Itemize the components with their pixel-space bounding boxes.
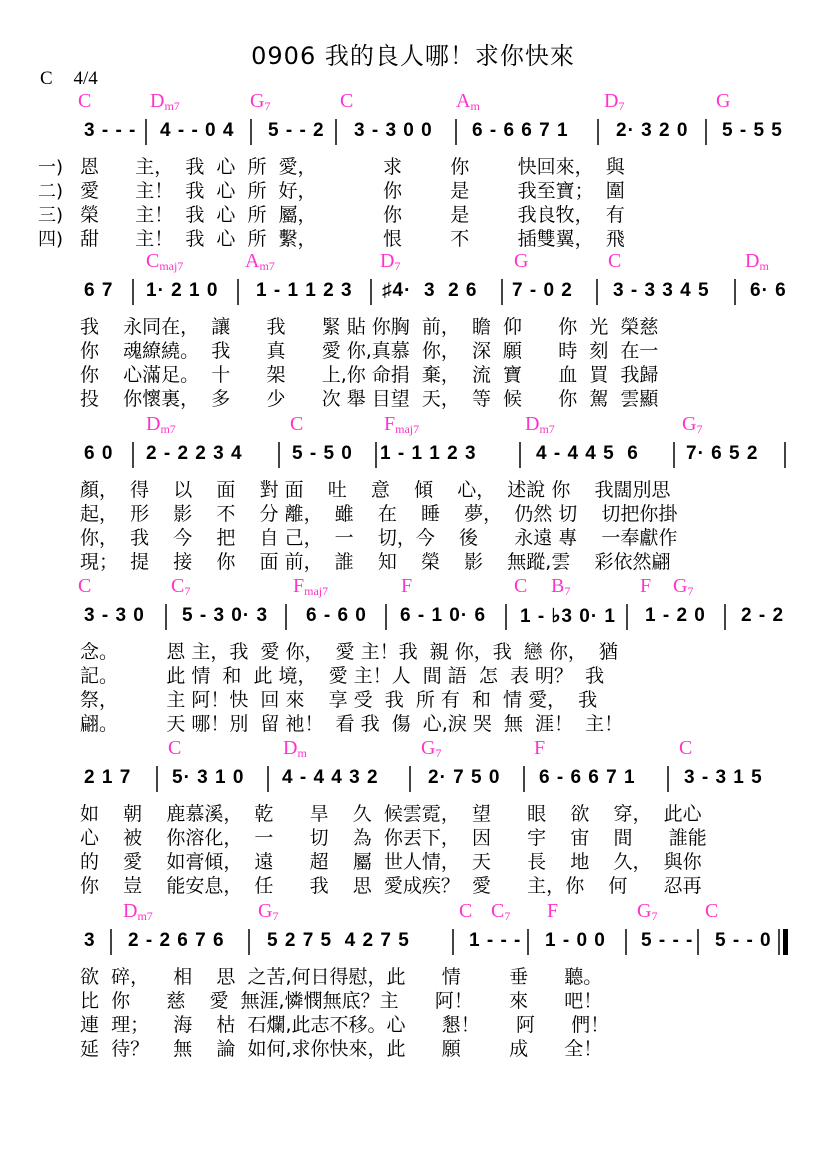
measure-notes: 3 - 3 0 0 [354,120,433,141]
measure-notes: 2 - 2 6 7 6 [128,930,225,951]
final-barline-thin [778,929,780,955]
barline [705,119,707,145]
chord-symbol: $D_{m7}$ [525,413,555,436]
chord-symbol: C [705,900,719,922]
chord-symbol: $D_m$ [745,250,769,273]
barline [501,279,503,305]
lyric-line: 你 心滿足。 十 架 上,你 命捐 棄， 流 寶 血 買 我歸 [80,364,659,386]
measure-notes: 5 - - - [641,930,694,951]
measure-notes: 5 - - 2 [268,120,325,141]
measure-notes: 7· 6 5 2 [686,443,759,464]
measure-notes: 2· 7 5 0 [428,767,501,788]
measure-notes: 6 - 6 0 [306,605,367,626]
barline [626,604,628,630]
measure-notes: 1 - 2 0 [645,605,706,626]
final-barline-thick [783,929,788,955]
barline [237,279,239,305]
lyric-line: 連 理； 海 枯 石爛,此志不移。心 懇！ 阿 們！ [80,1014,610,1036]
barline [519,442,521,468]
measure-notes: 6 - 6 6 7 1 [539,767,636,788]
measure-notes: 1 - ♭3 0· 1 [520,606,616,627]
chord-symbol: G [716,90,731,112]
barline [278,442,280,468]
lyric-line: 如 朝 鹿慕溪， 乾 旱 久 候雲霓， 望 眼 欲 穿， 此心 [80,803,702,825]
measure-notes: 2 - 2 [741,605,785,626]
measure-notes: 3 - - - [84,120,137,141]
barline [145,119,147,145]
measure-notes: 6 - 1 0· 6 [400,605,487,626]
lyric-line: 愛 主！ 我 心 所 好， 你 是 我至寶； 圍 [80,180,625,202]
lyric-line: 欲 碎， 相 思 之苦,何日得慰，此 情 垂 聽。 [80,966,603,988]
verse-number: 二) [38,181,64,202]
verse-number: 一) [38,157,64,178]
barline [250,119,252,145]
barline [165,604,167,630]
barline [110,929,112,955]
measure-notes: 3 - 3 0 [84,605,145,626]
barline [156,766,158,792]
chord-symbol: $G_7$ [421,737,442,760]
measure-notes: 4 - 4 4 5 6 [536,443,639,464]
lyric-line: 你 魂繚繞。 我 真 愛 你,真慕 你， 深 願 時 刻 在一 [80,340,659,362]
measure-notes: 6 - 6 6 7 1 [472,120,569,141]
chord-symbol: $F_{maj7}$ [293,575,329,598]
chord-symbol: C [608,250,622,272]
chord-symbol: $G_7$ [258,900,279,923]
lyric-line: 顏， 得 以 面 對 面 吐 意 傾 心， 述說 你 我闊別思 [80,479,671,501]
barline [375,442,377,468]
measure-notes: 3 - 3 3 4 5 [613,280,710,301]
chord-symbol: C [78,575,92,597]
barline [697,929,699,955]
lyric-line: 祭， 主 阿！快 回 來 享 受 我 所 有 和 情 愛， 我 [80,689,598,711]
lyric-line: 心 被 你溶化， 一 切 為 你丟下， 因 宇 宙 間 誰能 [80,827,707,849]
lyric-line: 投 你懷裏， 多 少 次 舉 目望 天， 等 候 你 駕 雲顯 [80,388,659,410]
score-system [0,250,826,414]
barline [452,929,454,955]
lyric-line: 甜 主！ 我 心 所 繫， 恨 不 插雙翼， 飛 [80,228,625,250]
barline [724,604,726,630]
measure-notes: 5 2 7 5 4 2 7 5 [267,930,410,951]
lyric-line: 榮 主！ 我 心 所 屬， 你 是 我良牧， 有 [80,204,625,226]
lyric-line: 起， 形 影 不 分 離， 雖 在 睡 夢， 仍然 切 切把你掛 [80,503,678,525]
lyric-line: 延 待？ 無 論 如何,求你快來，此 願 成 全！ [80,1038,603,1060]
barline [625,929,627,955]
barline [132,279,134,305]
measure-notes: 4 - 4 4 3 2 [282,767,379,788]
measure-notes: 6 7 [84,280,114,301]
chord-symbol: C [514,575,528,597]
score-system [0,413,826,577]
chord-symbol: $G_7$ [637,900,658,923]
barline [784,442,786,468]
barline [597,119,599,145]
barline [673,442,675,468]
verse-number: 四) [38,229,64,250]
score-system [0,90,826,254]
measure-notes: 5· 3 1 0 [172,767,245,788]
measure-notes: 5 - 3 0· 3 [182,605,269,626]
measure-notes: 1 - 0 0 [545,930,606,951]
lyric-line: 恩 主， 我 心 所 愛， 求 你 快回來， 與 [80,156,625,178]
chord-symbol: $F_{maj7}$ [384,413,420,436]
barline [385,604,387,630]
measure-notes: 5 - 5 0 [292,443,353,464]
lyric-line: 念。 恩 主，我 愛 你， 愛 主！我 親 你，我 戀 你， 猶 [80,641,618,663]
measure-notes: 1 - - - [469,930,522,951]
lyric-line: 你 豈 能安息， 任 我 思 愛成疾？ 愛 主，你 何 忍再 [80,875,702,897]
lyric-line: 翩。 天 哪！別 留 祂！ 看 我 傷 心,淚 哭 無 涯！ 主！ [80,713,624,735]
chord-symbol: $B_7$ [551,575,571,598]
measure-notes: 1 - 1 1 2 3 [380,443,477,464]
chord-symbol: C [78,90,92,112]
measure-notes: 1 - 1 1 2 3 [256,280,353,301]
measure-notes: ♯4· 3 2 6 [382,280,478,301]
measure-notes: 4 - - 0 4 [160,120,235,141]
measure-notes: 1· 2 1 0 [146,280,219,301]
measure-notes: 2 1 7 [84,767,132,788]
measure-notes: 2 - 2 2 3 4 [146,443,243,464]
lyric-line: 你， 我 今 把 自 己， 一 切，今 後 永遠 專 一奉獻作 [80,527,678,549]
chord-symbol: $D_{m7}$ [123,900,153,923]
measure-notes: 6 0 [84,443,114,464]
chord-symbol: $G_7$ [673,575,694,598]
score-system [0,900,826,1064]
measure-notes: 5 - 5 5 [722,120,783,141]
lyric-line: 的 愛 如膏傾， 遠 超 屬 世人情， 天 長 地 久， 與你 [80,851,702,873]
score-system [0,737,826,901]
barline [505,604,507,630]
barline [734,279,736,305]
chord-symbol: $C_{maj7}$ [146,250,184,273]
chord-symbol: F [547,900,559,922]
chord-symbol: $C_7$ [171,575,191,598]
time-signature: 4/4 [73,68,98,89]
measure-notes: 6· 6 [750,280,787,301]
chord-symbol: C [290,413,304,435]
chord-symbol: F [640,575,652,597]
chord-symbol: $D_m$ [283,737,307,760]
chord-symbol: $C_7$ [491,900,511,923]
barline [267,766,269,792]
lyric-line: 比 你 慈 愛 無涯,憐憫無底？主 阿！ 來 吧！ [80,990,603,1012]
barline [335,119,337,145]
measure-notes: 3 [84,930,96,951]
score-system [0,575,826,739]
chord-symbol: C [340,90,354,112]
barline [596,279,598,305]
chord-symbol: $D_{m7}$ [146,413,176,436]
chord-symbol: $A_m$ [456,90,480,113]
chord-symbol: C [679,737,693,759]
barline [523,766,525,792]
key-signature [40,68,98,90]
measure-notes: 7 - 0 2 [512,280,573,301]
barline [527,929,529,955]
verse-number: 三) [38,205,64,226]
lyric-line: 我 永同在， 讓 我 緊 貼 你胸 前， 瞻 仰 你 光 榮慈 [80,316,659,338]
chord-symbol: $D_{m7}$ [150,90,180,113]
chord-symbol: F [401,575,413,597]
barline [370,279,372,305]
chord-symbol: $G_7$ [682,413,703,436]
chord-symbol: C [459,900,473,922]
key-label: C [40,68,53,89]
chord-symbol: F [534,737,546,759]
song-title: 0906 我的良人哪！求你快來 [251,42,575,70]
measure-notes: 3 - 3 1 5 [684,767,763,788]
chord-symbol: G [514,250,529,272]
chord-symbol: $G_7$ [250,90,271,113]
barline [285,604,287,630]
measure-notes: 2· 3 2 0 [616,120,689,141]
barline [455,119,457,145]
measure-notes: 5 - - 0 [715,930,772,951]
barline [132,442,134,468]
barline [248,929,250,955]
barline [409,766,411,792]
chord-symbol: $D_7$ [604,90,625,113]
lyric-line: 現； 提 接 你 面 前， 誰 知 榮 影 無蹤,雲 彩依然翩 [80,551,671,573]
chord-symbol: $D_7$ [380,250,401,273]
barline [667,766,669,792]
chord-symbol: C [168,737,182,759]
chord-symbol: $A_{m7}$ [245,250,275,273]
lyric-line: 記。 此 情 和 此 境， 愛 主！人 間 語 怎 表 明？ 我 [80,665,605,687]
